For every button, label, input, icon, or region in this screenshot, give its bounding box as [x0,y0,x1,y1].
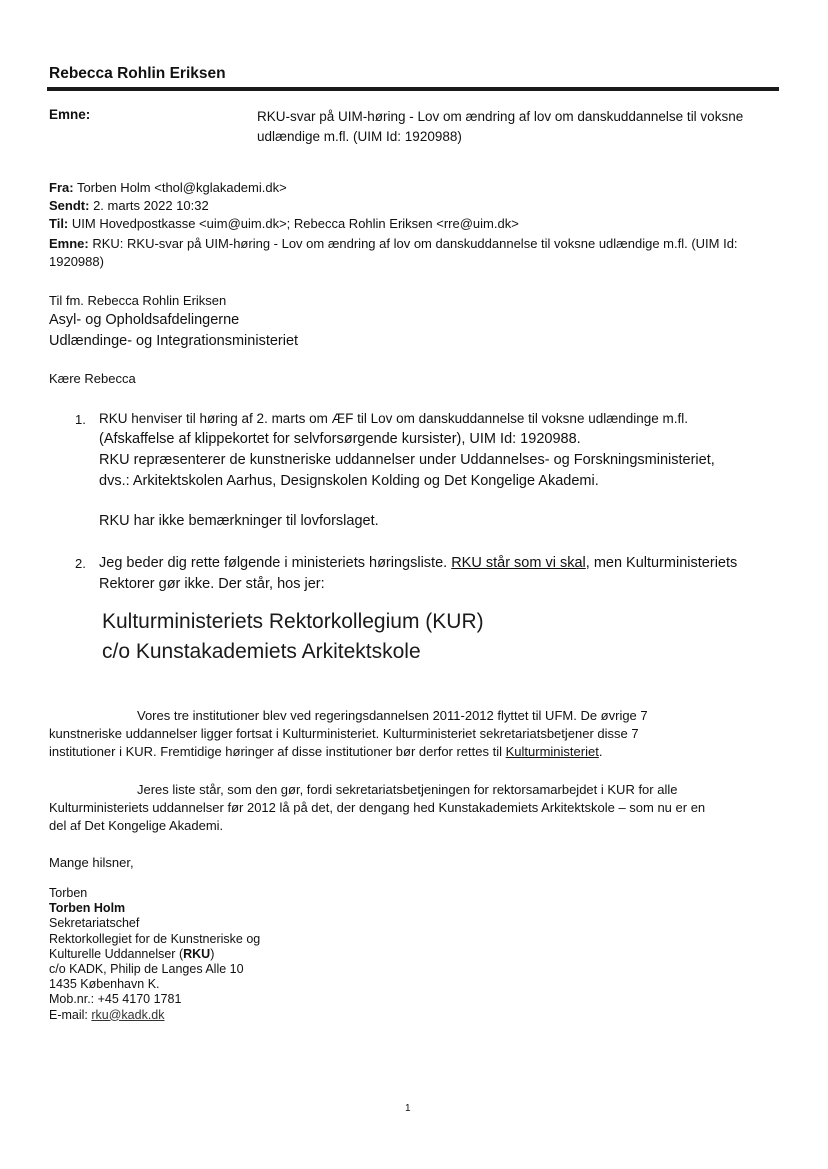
sent-line [49,197,779,215]
page-number: 1 [405,1103,411,1114]
address-line-2: Asyl- og Opholdsafdelingerne [49,312,240,328]
header-rule [47,87,779,91]
from-value: Torben Holm <thol@kglakademi.dk> [73,180,287,195]
signature [49,886,260,1023]
paragraph-1: Vores tre institutioner blev ved regeringsdannelsen 2011-2012 flyttet til UFM. De øvrige 7 kunstneriske uddannelser ligger fortsat i Kulturministeriet. Kulturministeriet sekretariatsbetjener disse 7 institutioner i KUR. Fremtidige høringer af disse institutioner bør derfor rettes til Kulturministeriet. [49,708,648,759]
address-line-3: Udlændinge- og Integrationsministeriet [49,333,299,349]
signature-address-2: 1435 København K. [49,977,160,992]
signature-mobile: Mob.nr.: +45 4170 1781 [49,992,182,1007]
from-line [49,179,779,197]
email-subject-value: RKU: RKU-svar på UIM-høring - Lov om ændring af lov om danskuddannelse til voksne udlændige m.fl. (UIM Id: 1920988) [49,236,738,269]
list-item-1-line-4: dvs.: Arkitektskolen Aarhus, Designskolen Kolding og Det Kongelige Akademi. [99,473,599,489]
subject-text: RKU-svar på UIM-høring - Lov om ændring af lov om danskuddannelse til voksne udlændige m.fl. (UIM Id: 1920988) [257,109,744,144]
to-line [49,215,779,233]
signature-first-name: Torben [49,886,88,900]
list-item-1-para-2: RKU har ikke bemærkninger til lovforslaget. [99,513,379,529]
list-number-1: 1. [75,412,86,427]
kulturministeriet-link-text: Kulturministeriet [505,744,599,759]
greeting: Kære Rebecca [49,371,136,386]
paragraph-2: Jeres liste står, som den gør, fordi sekretariatsbetjeningen for rektorsamarbejdet i KUR for alle Kulturministeriets uddannelser før 2012 lå på det, der dengang hed Kunstakademiets Arkitektskole – som nu er en del af Det Kongelige Akademi. [49,782,706,833]
sent-label: Sendt: [49,198,90,213]
sent-value: 2. marts 2022 10:32 [89,198,209,213]
to-label: Til: [49,216,69,231]
list-item-2-line-2: Rektorer gør ikke. Der står, hos jer: [99,576,325,592]
email-link[interactable]: rku@kadk.dk [91,1007,165,1022]
list-item-2 [75,553,795,597]
list-item-1-line-2: (Afskaffelse af klippekortet for selvforsørgende kursister), UIM Id: 1920988. [99,431,581,447]
to-value: UIM Hovedpostkasse <uim@uim.dk>; Rebecca Rohlin Eriksen <rre@uim.dk> [68,216,519,231]
list-item-1-line-3: RKU repræsenterer de kunstneriske uddannelser under Uddannelses- og Forskningsministeriet, [99,452,715,468]
signature-title: Sekretariatschef [49,916,140,931]
address-line-1: Til fm. Rebecca Rohlin Eriksen [49,293,227,308]
list-number-2: 2. [75,556,86,571]
sender-name: Rebecca Rohlin Eriksen [49,65,226,82]
list-item-1 [75,409,795,529]
list-item-2-line-1: Jeg beder dig rette følgende i ministeriets høringsliste. RKU står som vi skal, men Kulturministeriets [99,555,738,571]
email-subject-line [49,235,779,271]
email-subject-label: Emne: [49,236,89,251]
subject-label: Emne: [49,107,91,122]
from-label: Fra: [49,180,74,195]
signature-full-name: Torben Holm [49,901,126,916]
kur-name: Kulturministeriets Rektorkollegium (KUR) [102,610,484,633]
rku-link-text: RKU står som vi skal [451,555,586,571]
signature-address-1: c/o KADK, Philip de Langes Alle 10 [49,962,244,977]
signature-org-2: Kulturelle Uddannelser (RKU) [49,946,215,961]
list-item-1-line-1: RKU henviser til høring af 2. marts om ÆF til Lov om danskuddannelse til voksne udlændinge m.fl. [99,411,689,426]
signature-org-1: Rektorkollegiet for de Kunstneriske og [49,931,261,946]
closing: Mange hilsner, [49,855,134,870]
signature-email: E-mail: rku@kadk.dk [49,1007,165,1022]
kur-address: c/o Kunstakademiets Arkitektskole [102,640,421,663]
